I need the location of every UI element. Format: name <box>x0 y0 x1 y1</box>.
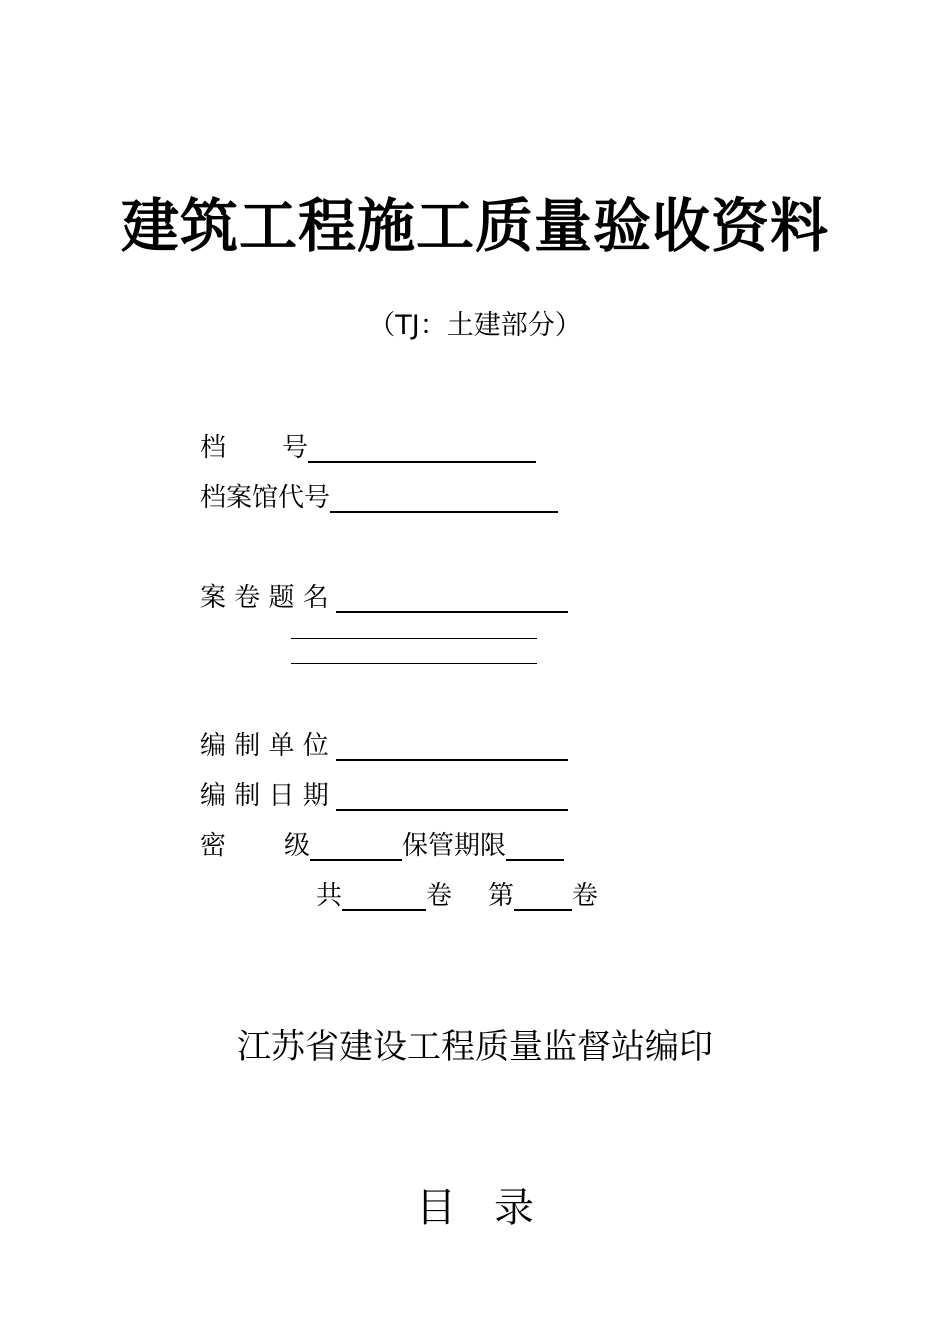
document-subtitle: （TJ：土建部分） <box>368 310 582 341</box>
archive-number-label-1: 档 <box>200 433 227 463</box>
volume-title-extra-line-2[interactable] <box>291 663 537 664</box>
toc-char-2: 录 <box>494 1185 534 1231</box>
compiling-date-label: 编 制 日 期 <box>200 781 329 811</box>
compiling-unit-field[interactable] <box>336 728 568 761</box>
volume-label-2: 卷 <box>572 881 599 911</box>
volume-title-label: 案 卷 题 名 <box>200 583 329 613</box>
toc-char-1: 目 <box>416 1185 456 1231</box>
total-volumes-field[interactable] <box>342 878 426 911</box>
secrecy-label-2: 级 <box>284 831 311 861</box>
archive-number-label-2: 号 <box>282 433 309 463</box>
retention-label: 保管期限 <box>402 831 507 861</box>
compiling-date-row <box>200 778 568 814</box>
secrecy-label-1: 密 <box>200 831 227 861</box>
volume-title-extra-line-1[interactable] <box>291 638 537 639</box>
volume-count-row <box>316 878 598 914</box>
archive-number-row <box>200 430 536 466</box>
secrecy-field[interactable] <box>310 828 402 861</box>
nth-label: 第 <box>488 881 515 911</box>
compiling-date-field[interactable] <box>336 778 568 811</box>
compiling-unit-label: 编 制 单 位 <box>200 731 329 761</box>
volume-number-field[interactable] <box>514 878 572 911</box>
retention-field[interactable] <box>506 828 564 861</box>
volume-title-field[interactable] <box>336 580 568 613</box>
archive-number-field[interactable] <box>308 430 536 463</box>
publisher: 江苏省建设工程质量监督站编印 <box>237 1027 713 1067</box>
table-of-contents-heading <box>0 1182 950 1234</box>
total-label: 共 <box>316 881 343 911</box>
archive-office-code-row <box>200 480 558 516</box>
volume-label-1: 卷 <box>426 881 453 911</box>
document-title: 建筑工程施工质量验收资料 <box>120 192 829 260</box>
secrecy-row <box>200 828 564 864</box>
archive-office-code-field[interactable] <box>330 480 558 513</box>
volume-title-row <box>200 580 568 616</box>
compiling-unit-row <box>200 728 568 764</box>
archive-office-code-label: 档案馆代号 <box>200 483 331 513</box>
